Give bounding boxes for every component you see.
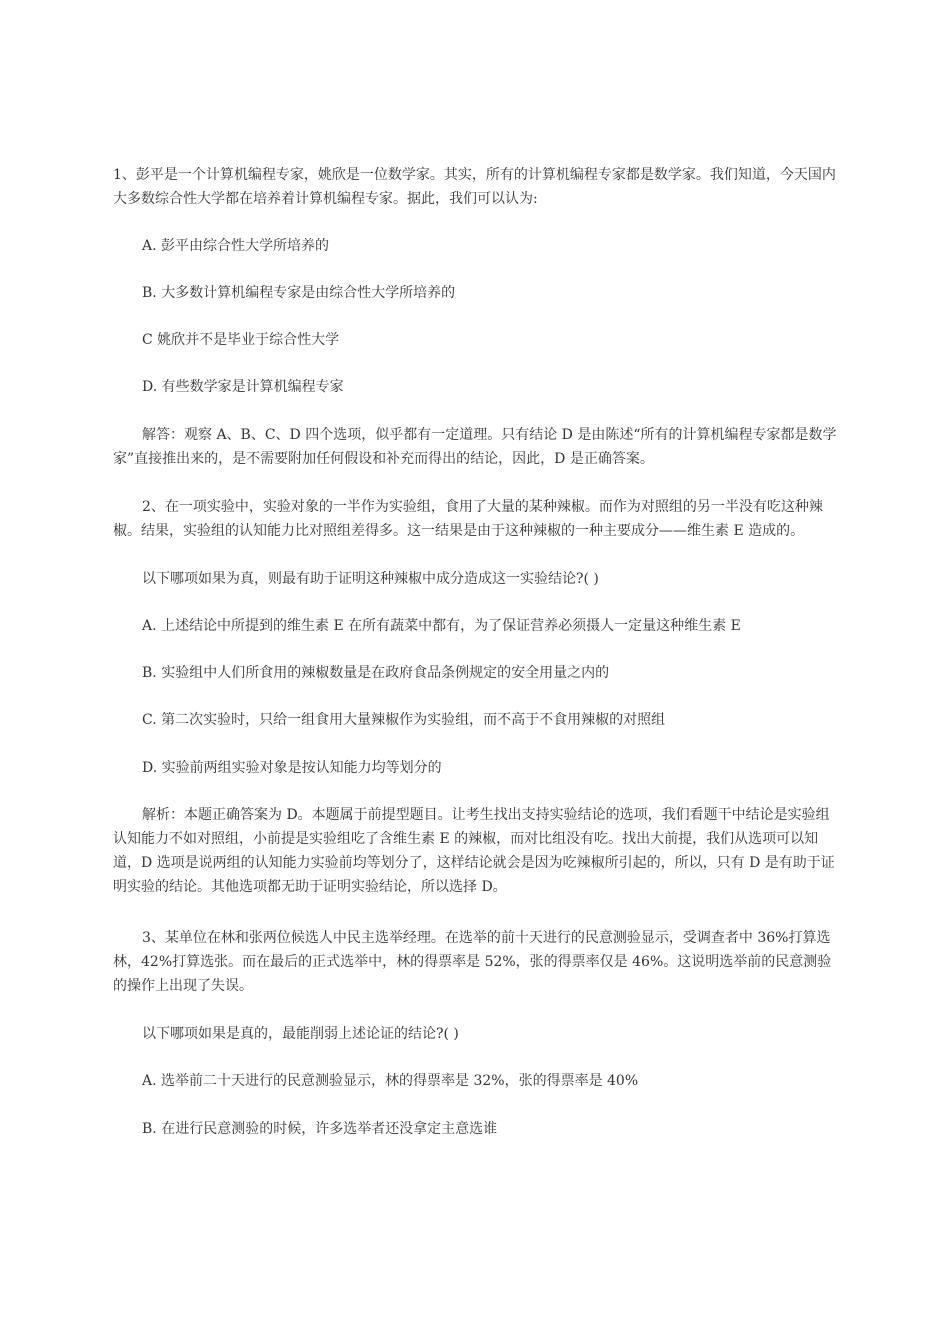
q3-option-b: B. 在进行民意测验的时候，许多选举者还没拿定主意选谁: [142, 1121, 498, 1137]
q1-stem: 1、彭平是一个计算机编程专家，姚欣是一位数学家。其实，所有的计算机编程专家都是数学家。我们知道，今天国内大多数综合性大学都在培养着计算机编程专家。据此，我们可以认为:: [113, 167, 836, 207]
q3-option-a: A. 选举前二十天进行的民意测验显示，林的得票率是 32%，张的得票率是 40%: [142, 1073, 639, 1089]
q2-option-b: B. 实验组中人们所食用的辣椒数量是在政府食品条例规定的安全用量之内的: [142, 665, 610, 681]
q3-stem: 3、某单位在林和张两位候选人中民主选举经理。在选举的前十天进行的民意测验显示，受调查者中 36%打算选林，42%打算选张。而在最后的正式选举中，林的得票率是 52%，张的得票率仅是 46%。这说明选举前的民意测验的操作上出现了失误。: [113, 930, 832, 994]
q3-question: 以下哪项如果是真的，最能削弱上述论证的结论?( ): [142, 1026, 459, 1042]
q1-option-d: D. 有些数学家是计算机编程专家: [142, 379, 344, 395]
q1-option-a: A. 彭平由综合性大学所培养的: [142, 238, 330, 254]
q2-question: 以下哪项如果为真，则最有助于证明这种辣椒中成分造成这一实验结论?( ): [142, 571, 599, 587]
q1-option-c: C 姚欣并不是毕业于综合性大学: [142, 332, 340, 348]
q1-answer: 解答：观察 A、B、C、D 四个选项，似乎都有一定道理。只有结论 D 是由陈述“所有的计算机编程专家都是数学家”直接推出来的，是不需要附加任何假设和补充而得出的结论，因此，D 是正确答案。: [113, 427, 837, 467]
q2-option-a: A. 上述结论中所提到的维生素 E 在所有蔬菜中都有，为了保证营养必须摄人一定量这种维生素 E: [142, 618, 741, 634]
q2-answer: 解析：本题正确答案为 D。本题属于前提型题目。让考生找出支持实验结论的选项，我们看题干中结论是实验组认知能力不如对照组，小前提是实验组吃了含维生素 E 的辣椒，而对比组没有吃。找出大前提，我们从选项可以知道，D 选项是说两组的认知能力实验前均等划分了，这样结论就会是因为吃辣椒所引起的，所以，只有 D 是有助于证明实验的结论。其他选项都无助于证明实验结论，所以选择 D。: [113, 807, 835, 895]
q1-option-b: B. 大多数计算机编程专家是由综合性大学所培养的: [142, 285, 456, 301]
q2-option-c: C. 第二次实验时，只给一组食用大量辣椒作为实验组，而不高于不食用辣椒的对照组: [142, 712, 666, 728]
q2-option-d: D. 实验前两组实验对象是按认知能力均等划分的: [142, 760, 442, 776]
q2-stem: 2、在一项实验中，实验对象的一半作为实验组，食用了大量的某种辣椒。而作为对照组的另一半没有吃这种辣椒。结果，实验组的认知能力比对照组差得多。这一结果是由于这种辣椒的一种主要成分——维生素 E 造成的。: [113, 499, 823, 539]
